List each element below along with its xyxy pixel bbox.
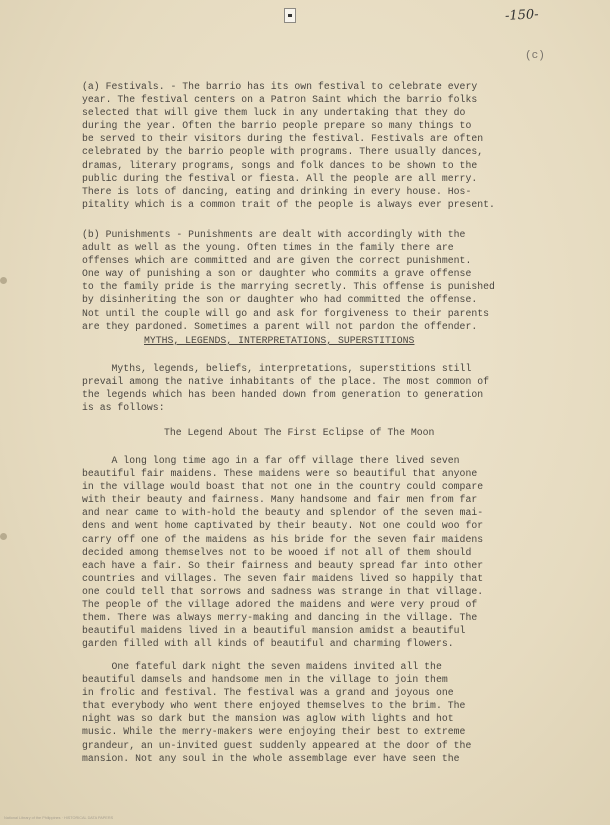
text-line: the legends which has been handed down from generation to generation xyxy=(82,389,484,401)
page-number: -150- xyxy=(504,7,539,24)
staple-icon xyxy=(284,8,296,23)
text-line: decided among themselves not to be wooed if not all of them should xyxy=(82,546,472,558)
text-line: with their beauty and fairness. Many handsome and fair men from far xyxy=(82,494,478,506)
text-line: mansion. Not any soul in the whole assemblage ever have seen the xyxy=(82,752,460,764)
festivals-paragraph xyxy=(82,80,495,211)
text-line: One fateful dark night the seven maidens invited all the xyxy=(82,661,442,672)
text-line: each have a fair. So their fairness and beauty spread far into other xyxy=(82,559,484,571)
text-line: grandeur, an un-invited guest suddenly appeared at the door of the xyxy=(82,739,472,751)
text-line: adult as well as the young. Often times in the family there are xyxy=(82,242,454,254)
legend-paragraph-2 xyxy=(82,660,471,765)
text-line: beautiful maidens lived in a beautiful mansion amidst a beautiful xyxy=(82,625,466,637)
text-line: A long long time ago in a far off village there lived seven xyxy=(82,455,460,466)
page-letter: (c) xyxy=(525,50,545,62)
text-line: and near came to with-hold the beauty and splendor of the seven mai- xyxy=(82,507,484,519)
myths-heading: MYTHS, LEGENDS, INTERPRETATIONS, SUPERSTITIONS xyxy=(144,335,415,346)
text-line: night was so dark but the mansion was aglow with lights and hot xyxy=(82,713,454,725)
text-line: (a) Festivals. - The barrio has its own festival to celebrate every xyxy=(82,81,478,92)
text-line: music. While the merry-makers were enjoying their best to extreme xyxy=(82,726,466,738)
legend-paragraph-1 xyxy=(82,454,483,650)
text-line: in frolic and festival. The festival was a grand and joyous one xyxy=(82,687,454,699)
punch-hole xyxy=(0,533,7,540)
text-line: beautiful damsels and handsome men in the village to join them xyxy=(82,674,448,686)
text-line: them. There was always merry-making and dancing in the village. The xyxy=(82,612,478,624)
text-line: offenses which are committed and are given the correct punishment. xyxy=(82,255,472,267)
text-line: Myths, legends, beliefs, interpretations, superstitions still xyxy=(82,363,472,374)
text-line: that everybody who went there enjoyed themselves to the brim. The xyxy=(82,700,466,712)
text-line: Not until the couple will go and ask for forgiveness to their parents xyxy=(82,307,490,319)
punishments-paragraph xyxy=(82,228,495,333)
text-line: is as follows: xyxy=(82,402,165,414)
archive-footer: National Library of the Philippines · HISTORICAL DATA PAPERS xyxy=(4,816,114,820)
text-line: (b) Punishments - Punishments are dealt with accordingly with the xyxy=(82,229,466,240)
text-line: There is lots of dancing, eating and drinking in every house. Hos- xyxy=(82,185,472,197)
text-line: to the family pride is the marrying secretly. This offense is punished xyxy=(82,281,495,293)
text-line: dramas, literary programs, songs and folk dances to be shown to the xyxy=(82,159,478,171)
text-line: dens and went home captivated by their beauty. Not one could woo for xyxy=(82,520,484,532)
text-line: one could tell that sorrows and sadness was strange in that village. xyxy=(82,585,484,597)
myths-intro-paragraph xyxy=(82,362,489,414)
punch-hole xyxy=(0,277,7,284)
text-line: carry off one of the maidens as his bride for the seven fair maidens xyxy=(82,533,484,545)
text-line: garden filled with all kinds of beautiful and charming flowers. xyxy=(82,638,454,650)
text-line: celebrated by the barrio people with programs. There usually dances, xyxy=(82,146,484,158)
text-line: are they pardoned. Sometimes a parent will not pardon the offender. xyxy=(82,320,478,332)
text-line: in the village would boast that not one in the country could compare xyxy=(82,481,484,493)
text-line: pitality which is a common trait of the people is always ever present. xyxy=(82,198,495,210)
text-line: selected that will give them luck in any undertaking that they do xyxy=(82,107,466,119)
text-line: public during the festival or fiesta. All the people are all merry. xyxy=(82,172,478,184)
text-line: year. The festival centers on a Patron Saint which the barrio folks xyxy=(82,94,478,106)
text-line: be served to their visitors during the festival. Festivals are often xyxy=(82,133,484,145)
legend-title: The Legend About The First Eclipse of The Moon xyxy=(164,427,435,438)
text-line: prevail among the native inhabitants of the place. The most common of xyxy=(82,376,490,388)
text-line: One way of punishing a son or daughter who commits a grave offense xyxy=(82,268,472,280)
text-line: beautiful fair maidens. These maidens were so beautiful that anyone xyxy=(82,468,478,480)
text-line: by disinheriting the son or daughter who had committed the offense. xyxy=(82,294,478,306)
text-line: The people of the village adored the maidens and were very proud of xyxy=(82,599,478,611)
text-line: during the year. Often the barrio people prepare so many things to xyxy=(82,120,472,132)
text-line: countries and villages. The seven fair maidens lived so happily that xyxy=(82,572,484,584)
